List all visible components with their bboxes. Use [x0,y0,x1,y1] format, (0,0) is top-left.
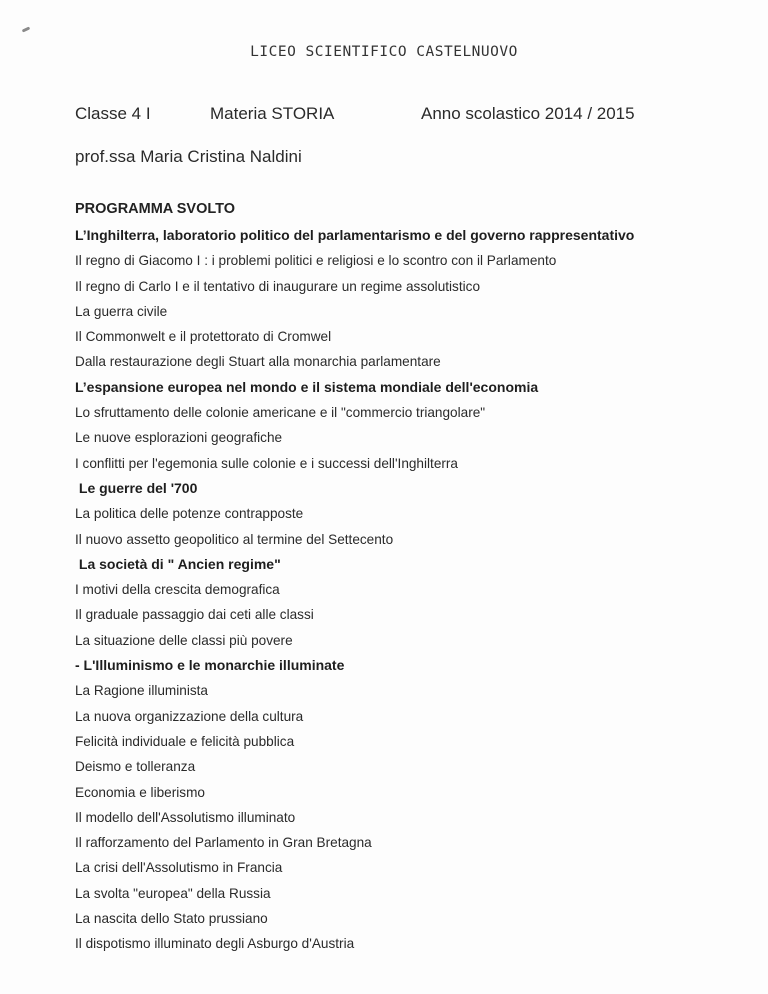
school-name: LICEO SCIENTIFICO CASTELNUOVO [250,44,518,60]
program-topic: La Ragione illuminista [75,683,208,699]
program-topic: Il rafforzamento del Parlamento in Gran Bretagna [75,835,372,851]
program-topic: I motivi della crescita demografica [75,582,280,598]
teacher-name: prof.ssa Maria Cristina Naldini [75,147,302,166]
program-topic: Il modello dell'Assolutismo illuminato [75,809,296,825]
program-topic: Economia e liberismo [75,784,205,800]
program-topic: Il dispotismo illuminato degli Asburgo d'Austria [75,936,355,952]
school-year-label: Anno scolastico 2014 / 2015 [421,104,635,123]
subject-label: Materia STORIA [210,104,335,123]
program-topic: La guerra civile [75,303,168,319]
program-topic: La nuova organizzazione della cultura [75,708,304,724]
program-section-heading: - L'Illuminismo e le monarchie illuminate [75,657,345,674]
program-section-heading: Le guerre del '700 [75,479,198,496]
class-label: Classe 4 I [75,104,151,123]
program-section-heading: L’Inghilterra, laboratorio politico del parlamentarismo e del governo rappresentativo [75,227,635,243]
program-topic: Il nuovo assetto geopolitico al termine del Settecento [75,531,394,547]
scan-speck [22,26,31,32]
program-list [75,223,745,957]
program-topic: Il regno di Giacomo I : i problemi politici e religiosi e lo scontro con il Parlamento [75,253,557,269]
program-topic: Felicità individuale e felicità pubblica [75,733,295,749]
program-topic: Lo sfruttamento delle colonie americane e il "commercio triangolare" [75,405,486,421]
program-topic: Il graduale passaggio dai ceti alle classi [75,607,314,623]
program-topic: Le nuove esplorazioni geografiche [75,430,283,446]
program-topic: Dalla restaurazione degli Stuart alla monarchia parlamentare [75,354,441,370]
program-topic: La svolta "europea" della Russia [75,885,271,901]
program-topic: Il Commonwelt e il protettorato di Cromwel [75,329,332,345]
program-topic: Il regno di Carlo I e il tentativo di inaugurare un regime assolutistico [75,278,481,294]
program-topic: I conflitti per l'egemonia sulle colonie e i successi dell'Inghilterra [75,455,458,471]
program-section-heading: La società di " Ancien regime" [75,555,281,572]
program-topic: La politica delle potenze contrapposte [75,506,304,522]
program-topic: La situazione delle classi più povere [75,632,293,648]
program-section-heading: L’espansione europea nel mondo e il sistema mondiale dell'economia [75,378,539,395]
program-title: PROGRAMMA SVOLTO [75,201,236,217]
program-topic: La nascita dello Stato prussiano [75,911,268,927]
program-topic: Deismo e tolleranza [75,759,196,775]
program-topic: La crisi dell'Assolutismo in Francia [75,860,283,876]
